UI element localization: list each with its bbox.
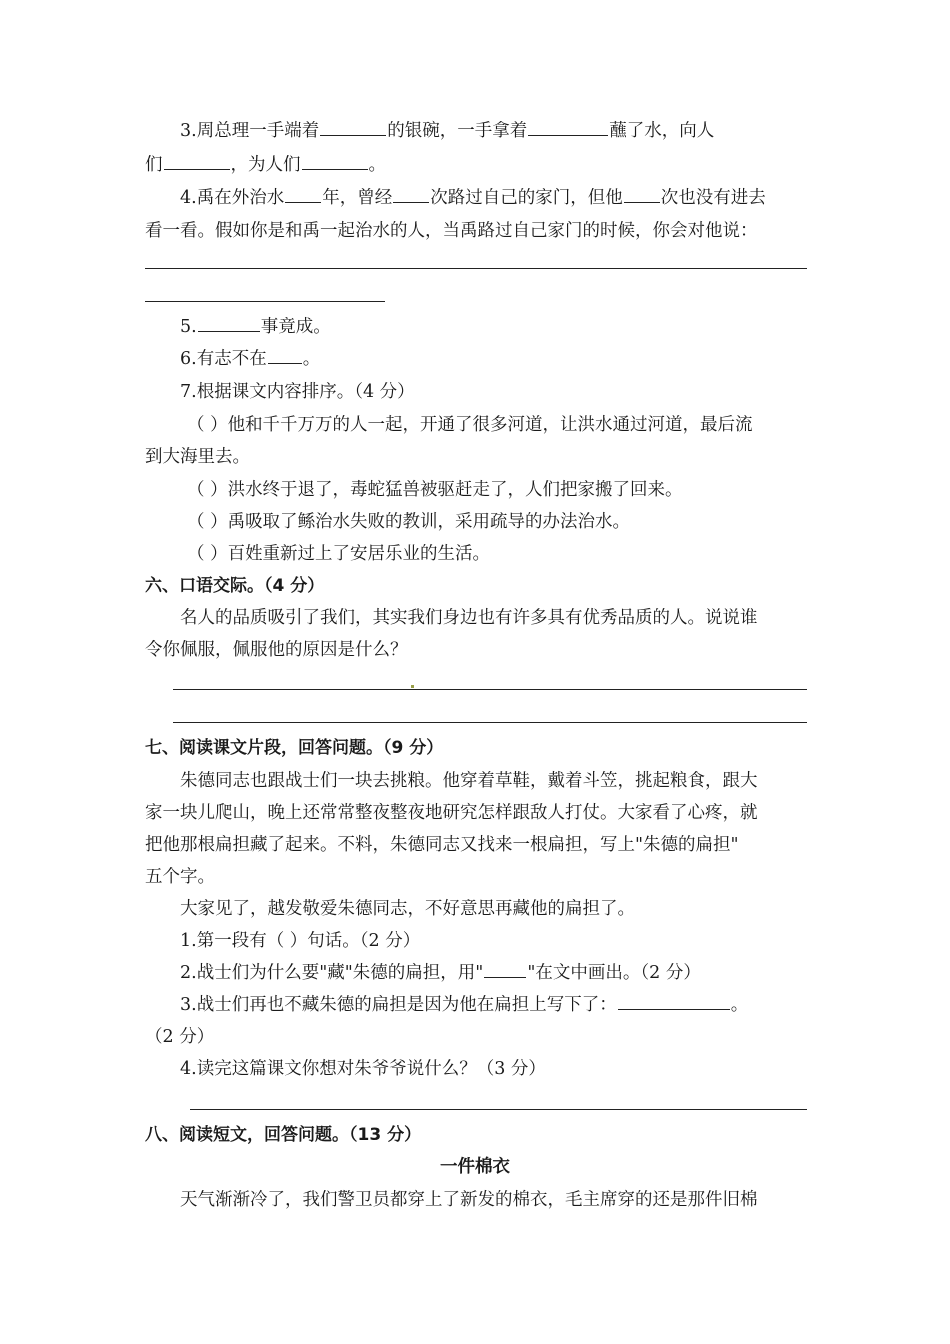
answer-line-q4-1[interactable] <box>145 268 807 269</box>
blank-years[interactable] <box>285 182 321 203</box>
blank-times-passed[interactable] <box>393 182 429 203</box>
q6-text-a: 6.有志不在 <box>180 349 267 369</box>
blank-for-people[interactable] <box>302 149 368 170</box>
section-6-heading: 六、口语交际。（4 分） <box>145 576 325 596</box>
sec7-q3-text-a: 3.战士们再也不藏朱德的扁担是因为他在扁担上写下了： <box>180 995 617 1015</box>
sec7-q3-text-b: 。 <box>730 995 749 1015</box>
q7-item-2[interactable]: （ ）洪水终于退了，毒蛇猛兽被驱赶走了，人们把家搬了回来。 <box>187 480 683 500</box>
sec7-q2 <box>180 957 810 989</box>
q3-text-a: 3.周总理一手端着 <box>180 121 320 141</box>
sec7-q2-text-b: "在文中画出。（2 分） <box>527 963 701 983</box>
blank-times-not[interactable] <box>624 182 660 203</box>
q3-line2 <box>145 149 810 181</box>
sec7-passage-line2: 家一块儿爬山，晚上还常常整夜整夜地研究怎样跟敌人打仗。大家看了心疼，就 <box>145 803 758 823</box>
q4-text-a: 4.禹在外治水 <box>180 188 285 208</box>
blank-silver-bowl[interactable] <box>320 115 386 136</box>
q6-text-b: 。 <box>302 349 321 369</box>
q4-line2: 看一看。假如你是和禹一起治水的人，当禹路过自己家门的时候，你会对他说： <box>145 221 758 241</box>
section-7-heading: 七、阅读课文片段，回答问题。（9 分） <box>145 738 444 758</box>
q6-line <box>180 343 810 375</box>
sec7-passage-line1: 朱德同志也跟战士们一块去挑粮。他穿着草鞋，戴着斗笠，挑起粮食，跟大 <box>180 771 758 791</box>
blank-sec7-q3[interactable] <box>618 989 730 1010</box>
q4-line1 <box>180 182 810 214</box>
q4-text-d: 次也没有进去 <box>660 188 766 208</box>
q4-text-c: 次路过自己的家门，但他 <box>430 188 623 208</box>
q5-line <box>180 311 810 343</box>
blank-dipped[interactable] <box>528 115 608 136</box>
sec7-q2-text-a: 2.战士们为什么要"藏"朱德的扁担，用" <box>180 963 484 983</box>
q7-item-1[interactable]: （ ）他和千千万万的人一起，开通了很多河道，让洪水通过河道，最后流 <box>187 415 753 435</box>
story-title: 一件棉衣 <box>440 1157 510 1177</box>
q3-text-f: 。 <box>368 155 386 175</box>
sec7-passage-line5: 大家见了，越发敬爱朱德同志，不好意思再藏他的扁担了。 <box>180 899 635 919</box>
q7-item-3[interactable]: （ ）禹吸取了鲧治水失败的教训，采用疏导的办法治水。 <box>187 512 631 532</box>
q7-item-1-cont: 到大海里去。 <box>145 447 250 467</box>
q7-item-4[interactable]: （ ）百姓重新过上了安居乐业的生活。 <box>187 544 491 564</box>
sec7-q4: 4.读完这篇课文你想对朱爷爷说什么？（3 分） <box>180 1059 546 1079</box>
section-8-heading: 八、阅读短文，回答问题。（13 分） <box>145 1125 422 1145</box>
blank-to-people[interactable] <box>164 149 230 170</box>
answer-line-sec7-q4[interactable] <box>190 1109 807 1110</box>
q5-text-b: 事竟成。 <box>260 317 331 337</box>
answer-line-sec6-1[interactable] <box>173 689 807 690</box>
blank-q5[interactable] <box>198 311 260 332</box>
sec7-q1: 1.第一段有（ ）句话。（2 分） <box>180 931 421 951</box>
q3-text-c: 蘸了水，向人 <box>609 121 715 141</box>
scan-speck <box>411 685 414 688</box>
underline-mark-sample <box>484 957 526 978</box>
sec6-line1: 名人的品质吸引了我们，其实我们身边也有许多具有优秀品质的人。说说谁 <box>180 608 758 628</box>
sec7-passage-line3: 把他那根扁担藏了起来。不料，朱德同志又找来一根扁担，写上"朱德的扁担" <box>145 835 739 855</box>
q3-text-d: 们 <box>145 155 163 175</box>
q3-text-b: 的银碗，一手拿着 <box>387 121 528 141</box>
sec7-q3-score: （2 分） <box>145 1027 215 1047</box>
answer-line-q4-2[interactable] <box>145 301 385 302</box>
answer-line-sec6-2[interactable] <box>173 722 807 723</box>
sec7-passage-line4: 五个字。 <box>145 867 215 887</box>
q5-text-a: 5. <box>180 317 197 337</box>
sec7-q3 <box>180 989 810 1021</box>
q3-line1 <box>180 115 810 147</box>
q7-title: 7.根据课文内容排序。（4 分） <box>180 382 415 402</box>
sec8-passage-line1: 天气渐渐冷了，我们警卫员都穿上了新发的棉衣，毛主席穿的还是那件旧棉 <box>180 1190 758 1210</box>
q4-text-b: 年，曾经 <box>322 188 393 208</box>
q3-text-e: ，为人们 <box>230 155 301 175</box>
sec6-line2: 令你佩服，佩服他的原因是什么？ <box>145 640 408 660</box>
blank-q6[interactable] <box>268 343 302 364</box>
